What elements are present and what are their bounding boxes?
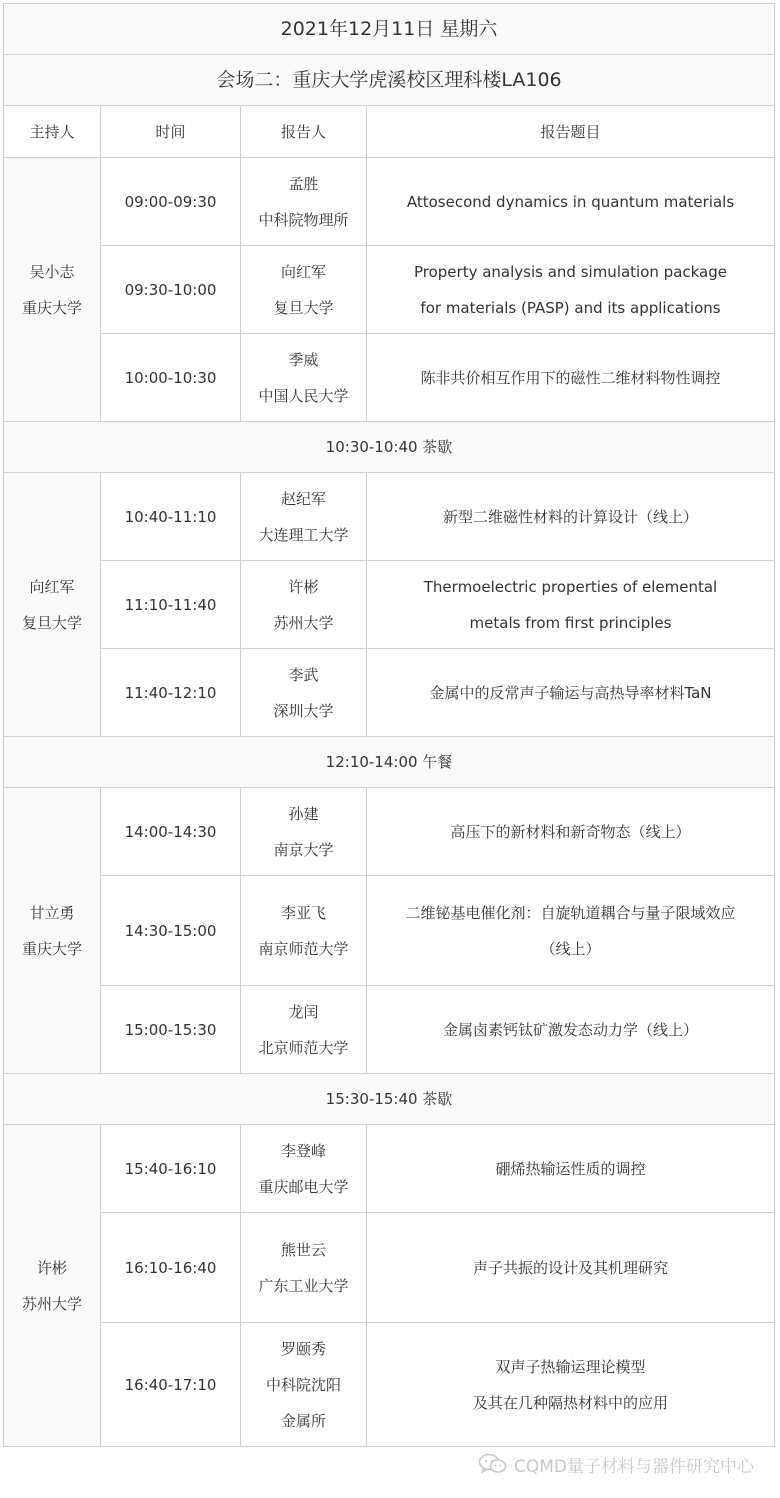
speaker-line: 北京师范大学 xyxy=(258,1038,349,1057)
speaker-cell xyxy=(241,1125,367,1213)
speaker-line: 罗颐秀 xyxy=(280,1339,326,1358)
speaker-line: 复旦大学 xyxy=(273,298,334,317)
speaker-line: 大连理工大学 xyxy=(258,525,349,544)
host-line: 复旦大学 xyxy=(21,613,82,632)
talk-title-cell xyxy=(367,561,775,649)
speaker-cell xyxy=(241,788,367,876)
time-cell: 14:00-14:30 xyxy=(101,788,241,876)
table-row xyxy=(4,246,775,334)
talk-title-line: 金属中的反常声子输运与高热导率材料TaN xyxy=(429,683,712,702)
host-line: 许彬 xyxy=(36,1258,67,1277)
speaker-cell xyxy=(241,561,367,649)
host-line: 甘立勇 xyxy=(29,903,75,922)
speaker-cell xyxy=(241,1213,367,1323)
time-cell: 16:40-17:10 xyxy=(101,1323,241,1447)
speaker-line: 孙建 xyxy=(288,804,319,823)
speaker-line: 苏州大学 xyxy=(273,613,334,632)
host-cell xyxy=(4,788,101,1074)
talk-title-line: （线上） xyxy=(540,939,601,958)
talk-title-cell xyxy=(367,986,775,1074)
talk-title-line: 声子共振的设计及其机理研究 xyxy=(472,1258,668,1277)
table-row xyxy=(4,158,775,246)
talk-title-line: 硼烯热输运性质的调控 xyxy=(495,1159,646,1178)
table-row xyxy=(4,473,775,561)
speaker-line: 李登峰 xyxy=(280,1141,326,1160)
table-row xyxy=(4,876,775,986)
speaker-line: 赵纪军 xyxy=(280,489,326,508)
watermark-text: CQMD量子材料与器件研究中心 xyxy=(513,1456,754,1477)
host-line: 苏州大学 xyxy=(21,1294,82,1313)
talk-title-line: 及其在几种隔热材料中的应用 xyxy=(472,1393,668,1412)
venue-heading: 会场二：重庆大学虎溪校区理科楼LA106 xyxy=(4,55,775,106)
table-row xyxy=(4,1213,775,1323)
speaker-cell xyxy=(241,876,367,986)
talk-title-line: 二维铋基电催化剂：自旋轨道耦合与量子限域效应 xyxy=(405,903,736,922)
speaker-cell xyxy=(241,473,367,561)
speaker-line: 金属所 xyxy=(280,1411,326,1430)
break-label: 15:30-15:40 茶歇 xyxy=(4,1074,775,1125)
talk-title-line: 新型二维磁性材料的计算设计（线上） xyxy=(442,507,698,526)
speaker-cell xyxy=(241,246,367,334)
speaker-cell xyxy=(241,158,367,246)
host-cell xyxy=(4,158,101,422)
speaker-line: 南京师范大学 xyxy=(258,939,349,958)
break-row xyxy=(4,1074,775,1125)
talk-title-cell xyxy=(367,1323,775,1447)
talk-title-cell xyxy=(367,334,775,422)
time-cell: 09:00-09:30 xyxy=(101,158,241,246)
talk-title-cell xyxy=(367,1125,775,1213)
talk-title-line: Attosecond dynamics in quantum materials xyxy=(406,192,735,211)
speaker-line: 中科院物理所 xyxy=(258,210,349,229)
speaker-cell xyxy=(241,1323,367,1447)
speaker-cell xyxy=(241,649,367,737)
host-line: 重庆大学 xyxy=(21,939,82,958)
speaker-line: 重庆邮电大学 xyxy=(258,1177,349,1196)
time-cell: 10:40-11:10 xyxy=(101,473,241,561)
time-cell: 11:10-11:40 xyxy=(101,561,241,649)
speaker-cell xyxy=(241,986,367,1074)
wechat-icon xyxy=(478,1452,508,1476)
column-header-speaker: 报告人 xyxy=(241,106,367,158)
talk-title-line: Property analysis and simulation package xyxy=(413,262,727,281)
talk-title-line: for materials (PASP) and its applications xyxy=(420,298,721,317)
break-row xyxy=(4,737,775,788)
table-row xyxy=(4,1125,775,1213)
time-cell: 11:40-12:10 xyxy=(101,649,241,737)
host-line: 吴小志 xyxy=(29,262,75,281)
speaker-line: 季威 xyxy=(288,350,319,369)
speaker-line: 许彬 xyxy=(288,577,319,596)
talk-title-cell xyxy=(367,246,775,334)
speaker-line: 中国人民大学 xyxy=(258,386,349,405)
table-row xyxy=(4,334,775,422)
table-row xyxy=(4,649,775,737)
break-label: 12:10-14:00 午餐 xyxy=(4,737,775,788)
talk-title-line: 陈非共价相互作用下的磁性二维材料物性调控 xyxy=(420,368,721,387)
speaker-line: 熊世云 xyxy=(280,1240,326,1259)
talk-title-cell xyxy=(367,473,775,561)
watermark xyxy=(478,1449,754,1479)
time-cell: 10:00-10:30 xyxy=(101,334,241,422)
table-row xyxy=(4,561,775,649)
table-row xyxy=(4,788,775,876)
talk-title-line: 金属卤素钙钛矿激发态动力学（线上） xyxy=(442,1020,698,1039)
speaker-line: 广东工业大学 xyxy=(258,1276,349,1295)
column-header-host: 主持人 xyxy=(4,106,101,158)
speaker-line: 向红军 xyxy=(280,262,326,281)
schedule-table xyxy=(3,3,775,1447)
speaker-cell xyxy=(241,334,367,422)
host-line: 重庆大学 xyxy=(21,298,82,317)
time-cell: 16:10-16:40 xyxy=(101,1213,241,1323)
talk-title-cell xyxy=(367,788,775,876)
talk-title-line: Thermoelectric properties of elemental xyxy=(423,577,718,596)
table-row xyxy=(4,986,775,1074)
talk-title-cell xyxy=(367,1213,775,1323)
talk-title-cell xyxy=(367,649,775,737)
table-row xyxy=(4,1323,775,1447)
talk-title-cell xyxy=(367,876,775,986)
time-cell: 14:30-15:00 xyxy=(101,876,241,986)
talk-title-line: 双声子热输运理论模型 xyxy=(495,1357,646,1376)
break-row xyxy=(4,422,775,473)
break-label: 10:30-10:40 茶歇 xyxy=(4,422,775,473)
time-cell: 09:30-10:00 xyxy=(101,246,241,334)
speaker-line: 深圳大学 xyxy=(273,701,334,720)
speaker-line: 龙闰 xyxy=(288,1002,319,1021)
talk-title-cell xyxy=(367,158,775,246)
column-header-title: 报告题目 xyxy=(367,106,775,158)
speaker-line: 中科院沈阳 xyxy=(265,1375,341,1394)
host-line: 向红军 xyxy=(29,577,75,596)
talk-title-line: 高压下的新材料和新奇物态（线上） xyxy=(450,822,691,841)
speaker-line: 李武 xyxy=(288,665,319,684)
column-header-time: 时间 xyxy=(101,106,241,158)
time-cell: 15:40-16:10 xyxy=(101,1125,241,1213)
host-cell xyxy=(4,1125,101,1447)
talk-title-line: metals from first principles xyxy=(469,613,672,632)
time-cell: 15:00-15:30 xyxy=(101,986,241,1074)
speaker-line: 李亚飞 xyxy=(280,903,326,922)
speaker-line: 孟胜 xyxy=(288,174,319,193)
date-heading: 2021年12月11日 星期六 xyxy=(4,4,775,55)
speaker-line: 南京大学 xyxy=(273,840,334,859)
host-cell xyxy=(4,473,101,737)
